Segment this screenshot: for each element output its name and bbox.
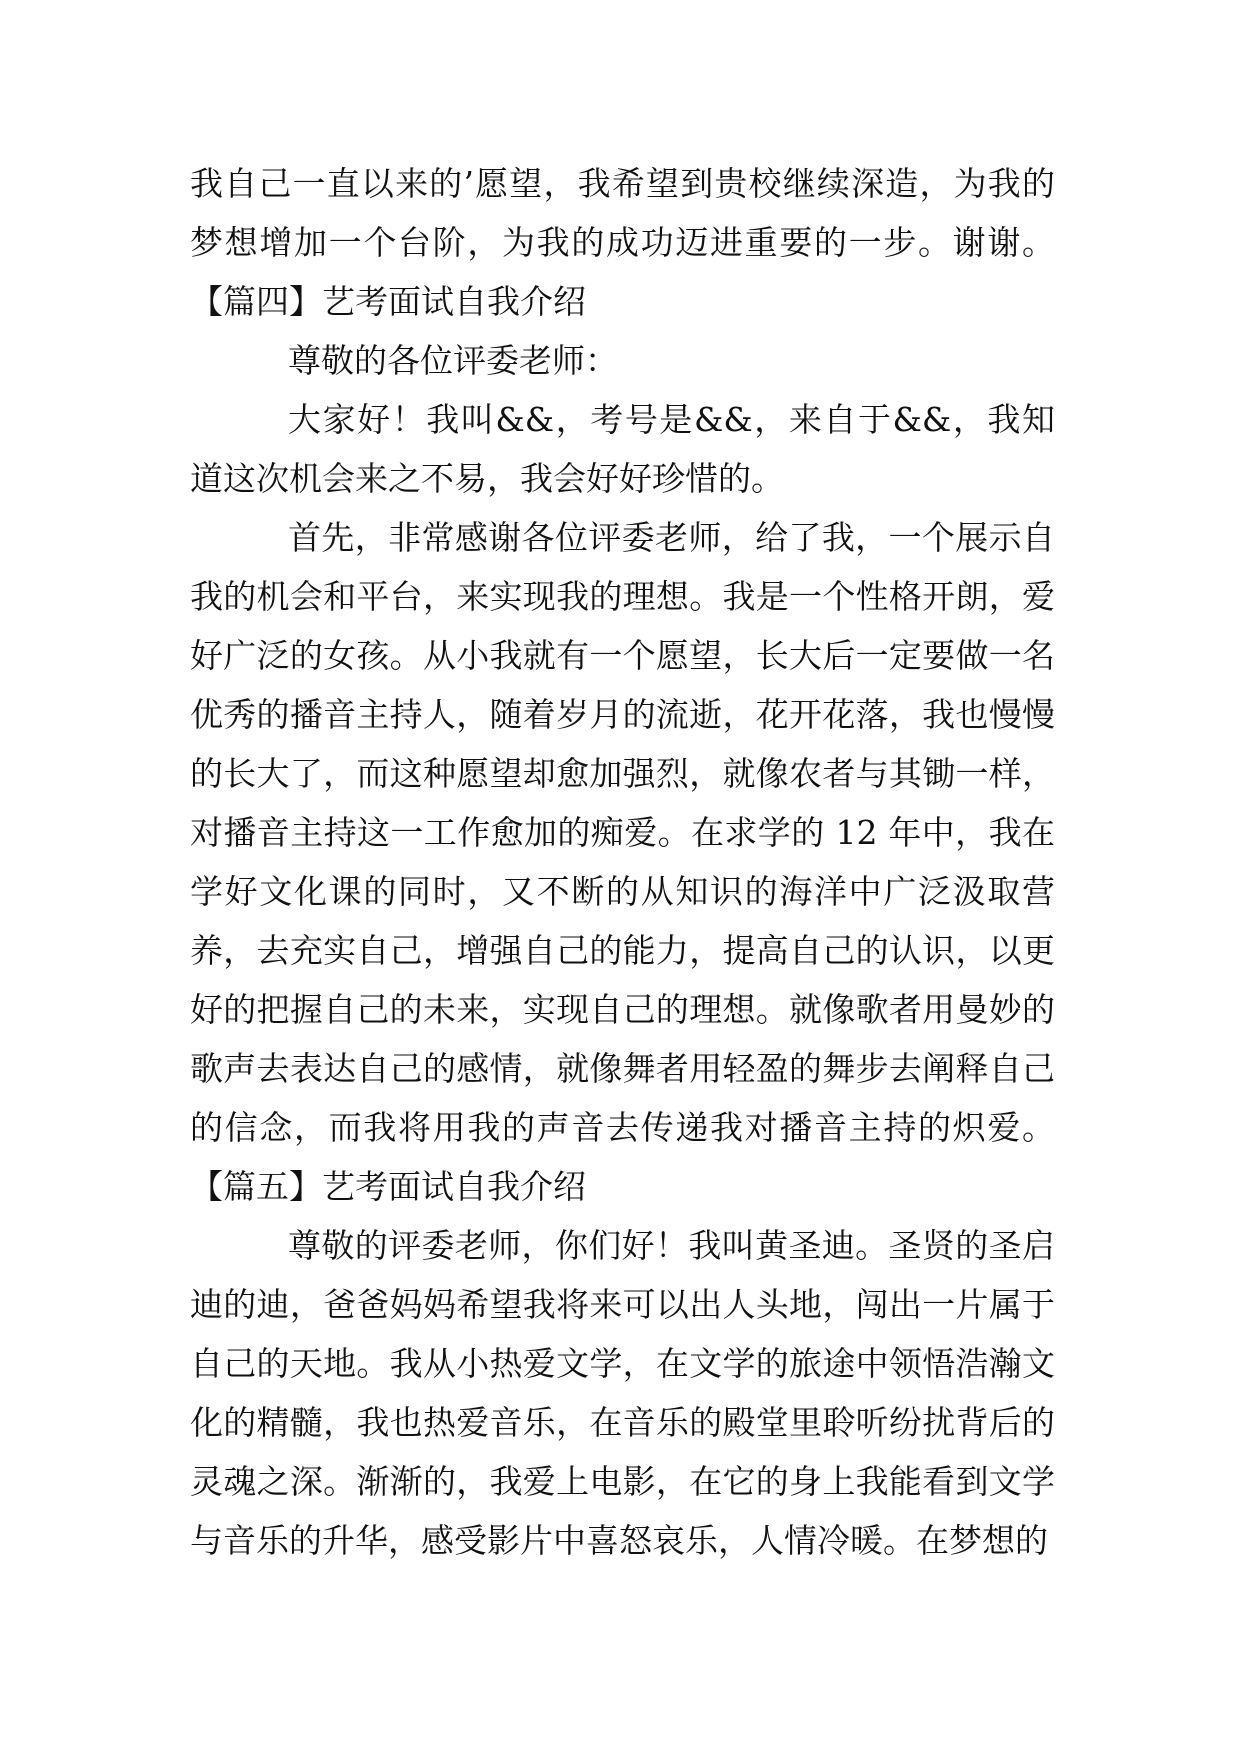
paragraph-5: 尊敬的评委老师，你们好！我叫黄圣迪。圣贤的圣启迪的迪，爸爸妈妈希望我将来可以出人头地，闯出一片属于自己的天地。我从小热爱文学，在文学的旅途中领悟浩瀚文化的精髓，我也热爱音乐，在音乐的殿堂里聆听纷扰背后的灵魂之深。渐渐的，我爱上电影，在它的身上我能看到文学与音乐的升华，感受影片中喜怒哀乐，人情冷暖。在梦想的 [190, 1226, 1055, 1560]
paragraph-4: 首先，非常感谢各位评委老师，给了我，一个展示自我的机会和平台，来实现我的理想。我是一个性格开朗，爱好广泛的女孩。从小我就有一个愿望，长大后一定要做一名优秀的播音主持人，随着岁月的流逝，花开花落，我也慢慢的长大了，而这种愿望却愈加强烈，就像农者与其锄一样，对播音主持这一工作愈加的痴爱。在求学的 12 年中，我在学好文化课的同时，又不断的从知识的海洋中广泛汲取营养，去充实自己，增强自己的能力，提高自己的认识，以更好的把握自己的未来，实现自己的理想。就像歌者用曼妙的歌声去表达自己的感情，就像舞者用轻盈的舞步去阐释自己的信念，而我将用我的声音去传递我对播音主持的炽爱。【篇五】艺考面试自我介绍 [190, 518, 1055, 1206]
paragraph-2: 尊敬的各位评委老师： [288, 341, 618, 380]
paragraph-3: 大家好！我叫&&，考号是&&，来自于&&，我知道这次机会来之不易，我会好好珍惜的。 [190, 400, 1055, 498]
paragraph-1: 我自己一直以来的’愿望，我希望到贵校继续深造，为我的梦想增加一个台阶，为我的成功迈进重要的一步。谢谢。【篇四】艺考面试自我介绍 [190, 164, 1055, 321]
document-body [190, 154, 1055, 1570]
